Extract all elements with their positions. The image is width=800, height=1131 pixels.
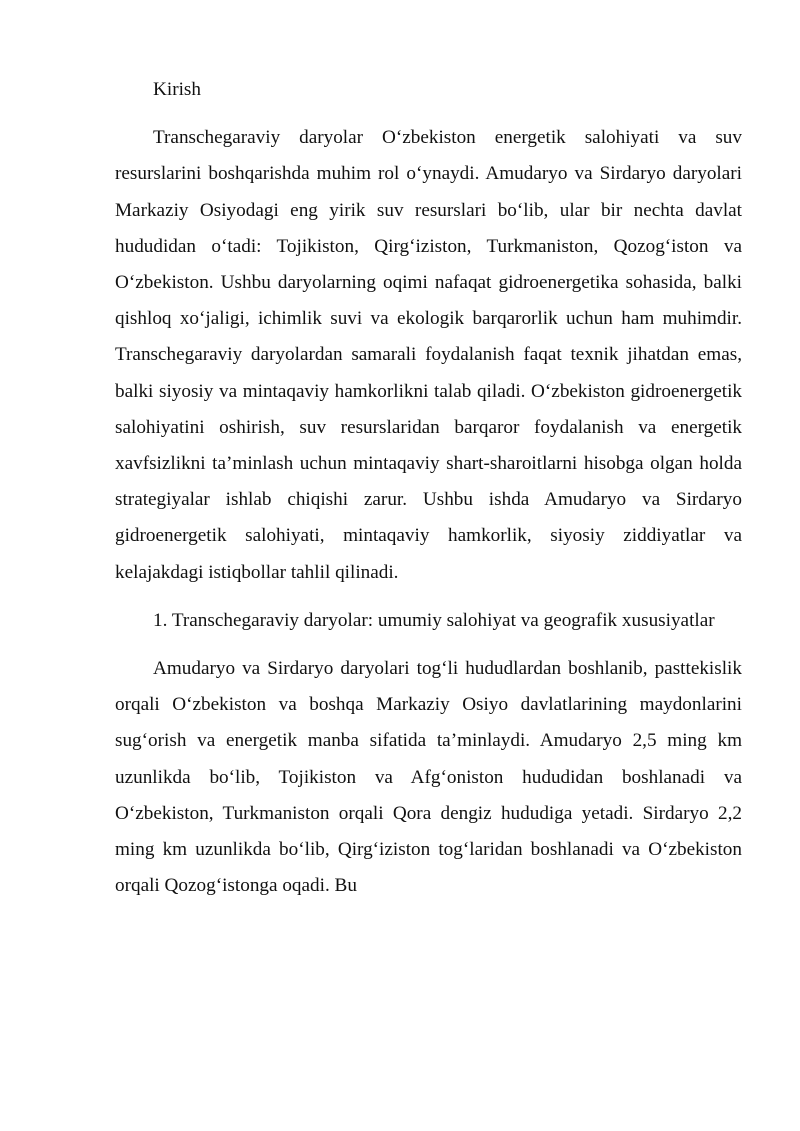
intro-paragraph: Transchegaraviy daryolar O‘zbekiston energetik salohiyati va suv resurslarini boshqarishda muhim rol o‘ynaydi. Amudaryo va Sirdaryo daryolari Markaziy Osiyodagi eng yirik suv resurslari bo‘lib, ular bir nechta davlat hududidan o‘tadi: Tojikiston, Qirg‘iziston, Turkmaniston, Qozog‘iston va O‘zbekiston. Ushbu daryolarning oqimi nafaqat gidroenergetika sohasida, balki qishloq xo‘jaligi, ichimlik suvi va ekologik barqarorlik uchun ham muhimdir. Transchegaraviy daryolardan samarali foydalanish faqat texnik jihatdan emas, balki siyosiy va mintaqaviy hamkorlikni talab qiladi. O‘zbekiston gidroenergetik salohiyatini oshirish, suv resurslaridan barqaror foydalanish va energetik xavfsizlikni ta’minlash uchun mintaqaviy shart-sharoitlarni hisobga olgan holda strategiyalar ishlab chiqishi zarur. Ushbu ishda Amudaryo va Sirdaryo gidroenergetik salohiyati, mintaqaviy hamkorlik, siyosiy ziddiyatlar va kelajakdagi istiqbollar tahlil qilinadi.: [115, 127, 742, 583]
document-page: [115, 72, 742, 916]
section-1-paragraph: Amudaryo va Sirdaryo daryolari tog‘li hududlardan boshlanib, pasttekislik orqali O‘zbekiston va boshqa Markaziy Osiyo davlatlarining maydonlarini sug‘orish va energetik manba sifatida ta’minlaydi. Amudaryo 2,5 ming km uzunlikda bo‘lib, Tojikiston va Afg‘oniston hududidan boshlanadi va O‘zbekiston, Turkmaniston orqali Qora dengiz hududiga yetadi. Sirdaryo 2,2 ming km uzunlikda bo‘lib, Qirg‘iziston tog‘laridan boshlanadi va O‘zbekiston orqali Qozog‘istonga oqadi. Bu: [115, 658, 742, 897]
section-1-heading: 1. Transchegaraviy daryolar: umumiy salohiyat va geografik xususiyatlar: [153, 609, 715, 631]
intro-heading: Kirish: [153, 79, 201, 100]
